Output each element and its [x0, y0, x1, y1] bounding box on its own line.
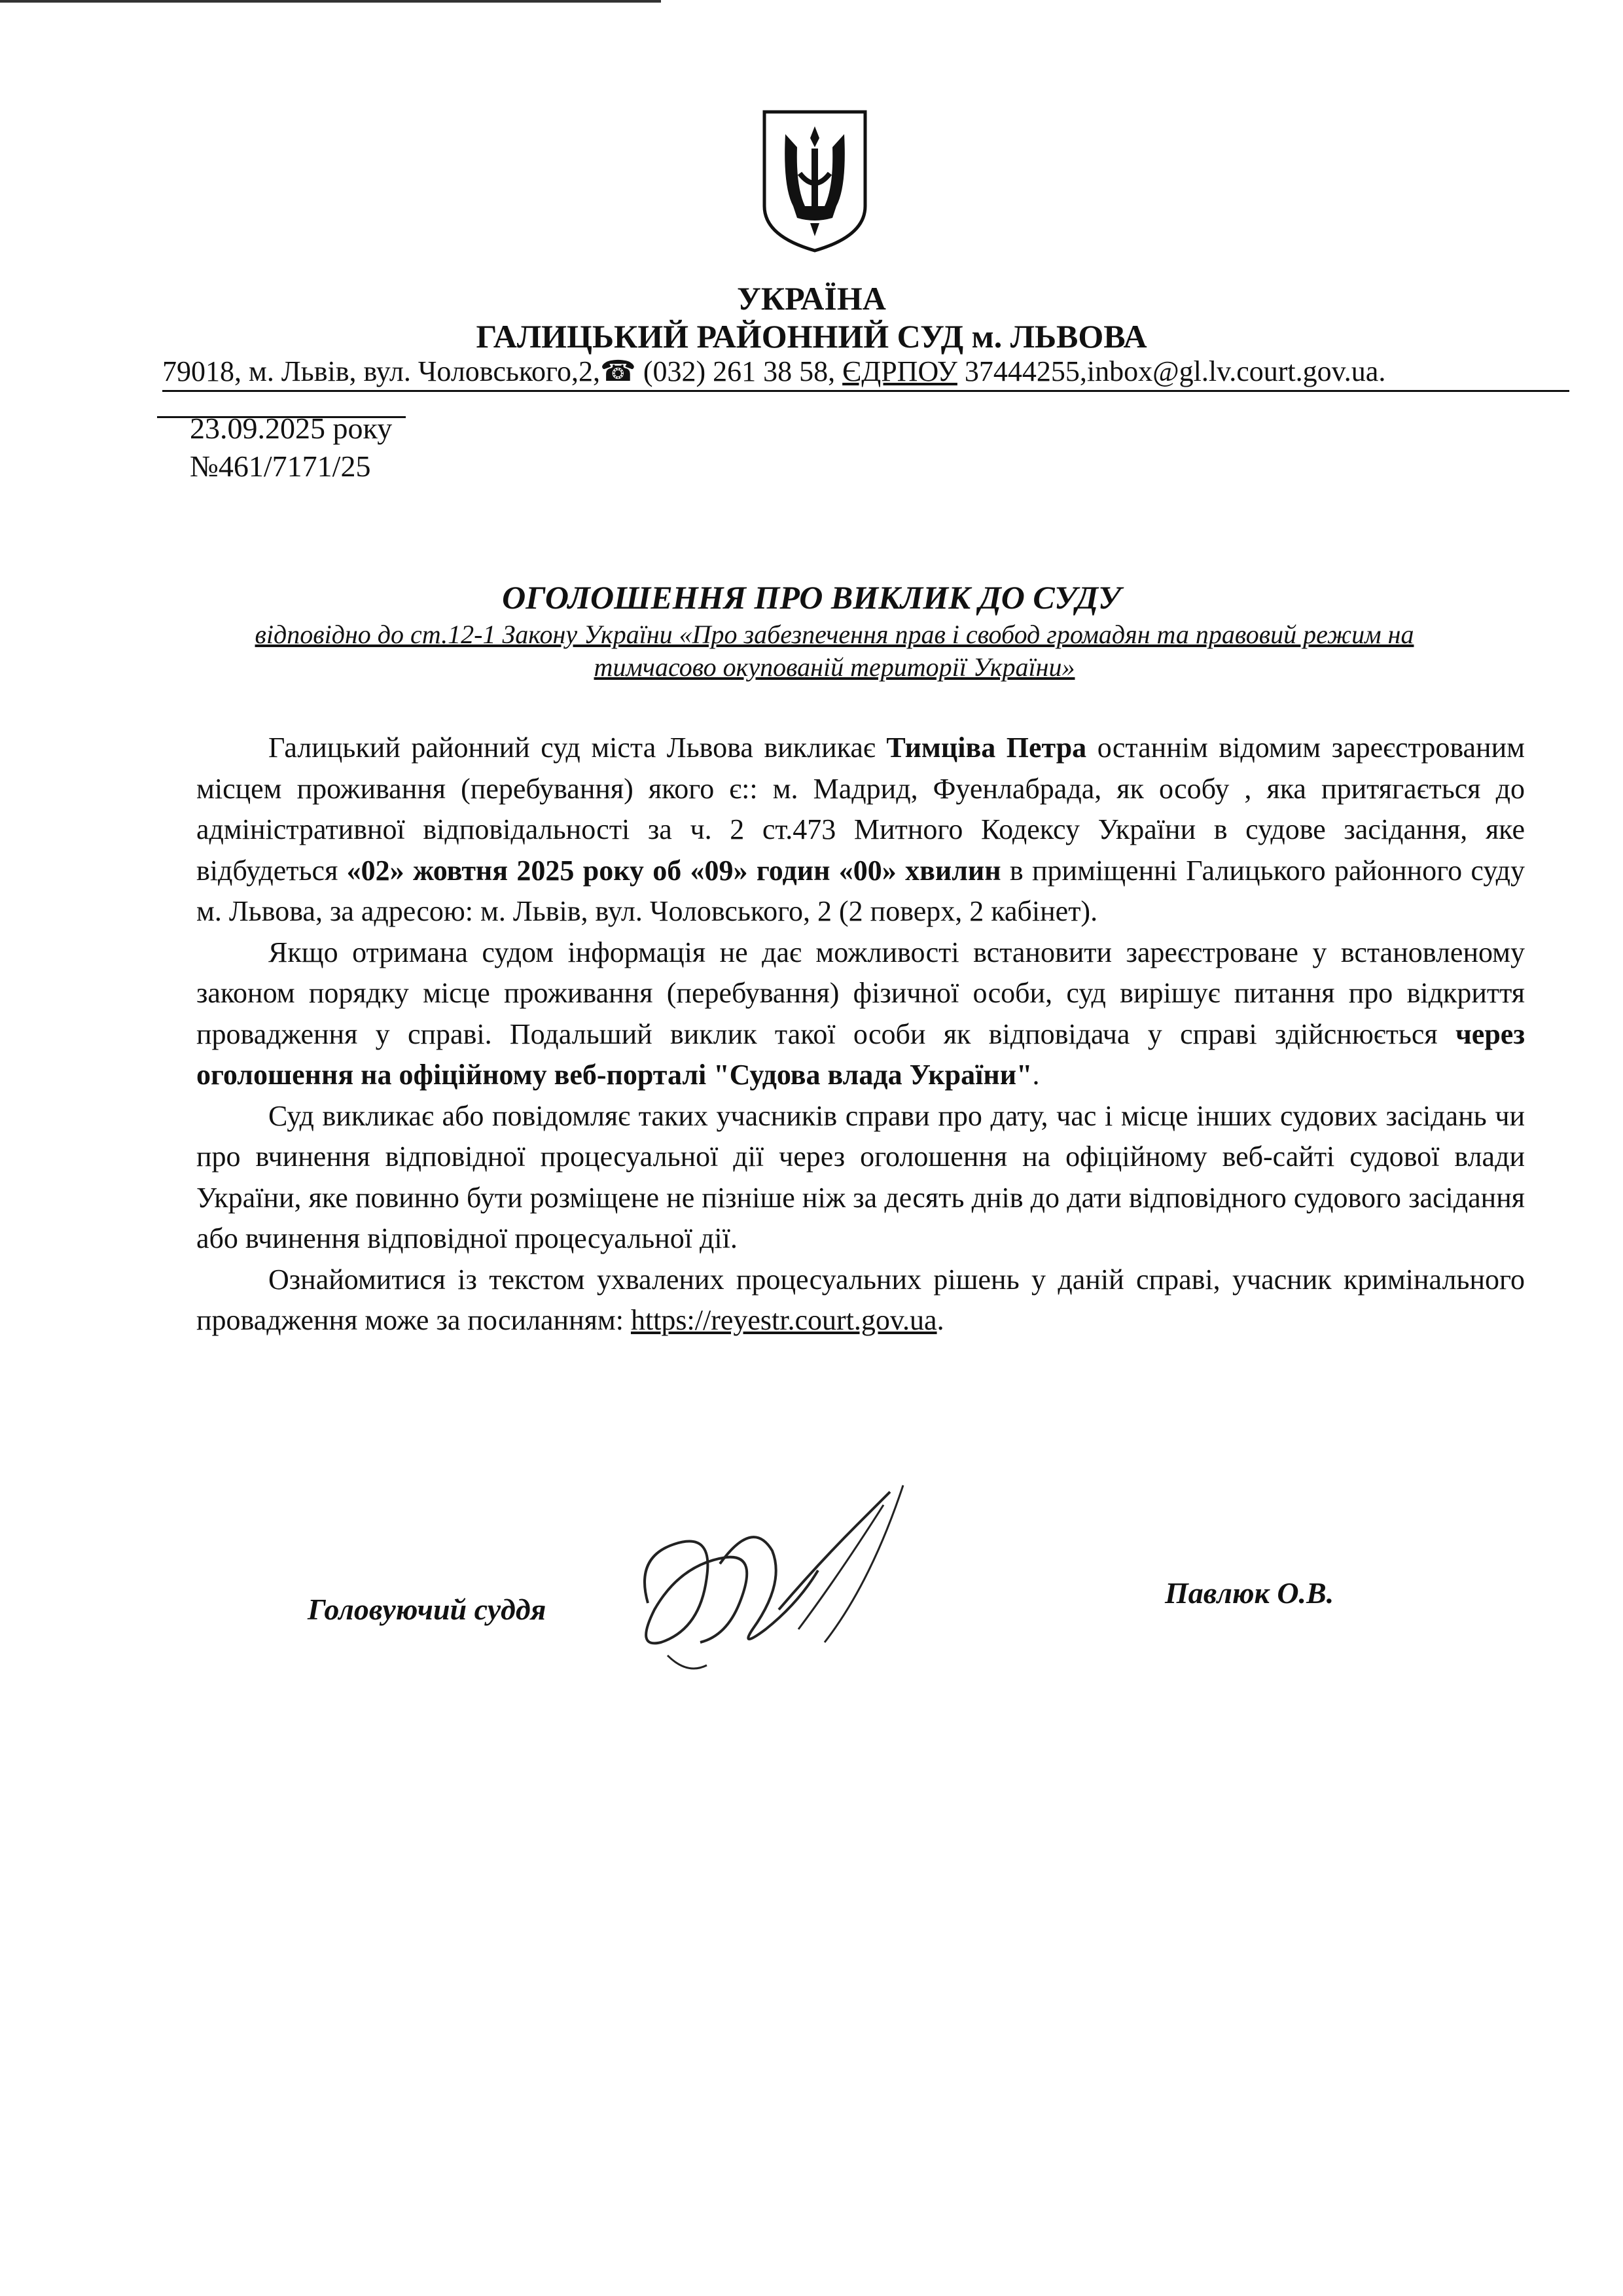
- p1-text-3: в приміщенні Галицького районного суду м. Львова, за адресою: м. Львів, вул. Чоловського, 2 (2 поверх, 2 кабінет).: [196, 854, 1525, 927]
- hearing-datetime: «02» жовтня 2025 року об «09» годин «00» хвилин: [346, 854, 1001, 887]
- judge-name: Павлюк О.В.: [1165, 1576, 1334, 1610]
- document-number: №461/7171/25: [190, 450, 371, 483]
- summoned-person: Тимціва Петра: [886, 732, 1087, 764]
- country-heading: УКРАЇНА: [737, 280, 886, 317]
- address: 79018, м. Львів, вул. Чоловського,2,: [162, 355, 601, 387]
- announcement-title: ОГОЛОШЕННЯ ПРО ВИКЛИК ДО СУДУ: [502, 579, 1121, 616]
- p4-text-2: .: [936, 1304, 944, 1336]
- coat-of-arms-icon: [759, 108, 870, 253]
- edrpou-email: 37444255,inbox@gl.lv.court.gov.ua.: [964, 355, 1386, 387]
- court-address-line: [162, 353, 1569, 392]
- handwritten-signature: [622, 1479, 910, 1688]
- paragraph-procedure: [196, 932, 1525, 1096]
- document-date: 23.09.2025 року: [190, 412, 393, 445]
- presiding-judge-label: Головуючий суддя: [308, 1593, 546, 1626]
- phone-number: (032) 261 38 58,: [643, 355, 836, 387]
- scan-edge-line: [0, 0, 661, 3]
- phone-icon: ☎: [600, 355, 636, 387]
- p4-text-1: Ознайомитися із текстом ухвалених процесуальних рішень у даній справі, учасник кримінального провадження може за посиланням:: [196, 1263, 1525, 1336]
- p2-text-1: Якщо отримана судом інформація не дає можливості встановити зареєстроване у встановленому законом порядку місце проживання (перебування) фізичної особи, суд вирішує питання про відкриття провадження у справі. Подальший виклик такої особи як відповідача у справі здійснюється: [196, 936, 1525, 1050]
- paragraph-link: [196, 1260, 1525, 1341]
- paragraph-summons: [196, 728, 1525, 932]
- announcement-body: [196, 728, 1525, 1341]
- announcement-subtitle: відповідно до ст.12-1 Закону України «Про забезпечення прав і свобод громадян та правовий режим на тимчасово окупованій території України»: [255, 620, 1414, 682]
- p1-text-1: Галицький районний суд міста Львова викликає: [268, 732, 887, 764]
- p1-text-2: останнім відомим зареєстрованим місцем проживання (перебування) якого є:: м. Мадрид, Фуенлабрада, як особу , яка притягається до адміністративної відповідальності за ч. 2 ст.473 Митного Кодексу України в судове засідання, яке відбудеться: [196, 732, 1525, 887]
- court-heading: ГАЛИЦЬКИЙ РАЙОННИЙ СУД м. ЛЬВОВА: [476, 318, 1147, 355]
- p2-text-2: .: [1032, 1059, 1040, 1091]
- p2-bold: через оголошення на офіційному веб-порталі "Судова влада України": [196, 1017, 1525, 1091]
- edrpou-label: ЄДРПОУ: [842, 355, 957, 387]
- paragraph-notification: Суд викликає або повідомляє таких учасників справи про дату, час і місце інших судових засідань чи про вчинення відповідної процесуальної дії через оголошення на офіційному веб-сайті судової влади України, яке повинно бути розміщене не пізніше ніж за десять днів до дати відповідного судового засідання або вчинення відповідної процесуальної дії.: [196, 1099, 1525, 1254]
- registry-link[interactable]: https://reyestr.court.gov.ua: [630, 1304, 937, 1336]
